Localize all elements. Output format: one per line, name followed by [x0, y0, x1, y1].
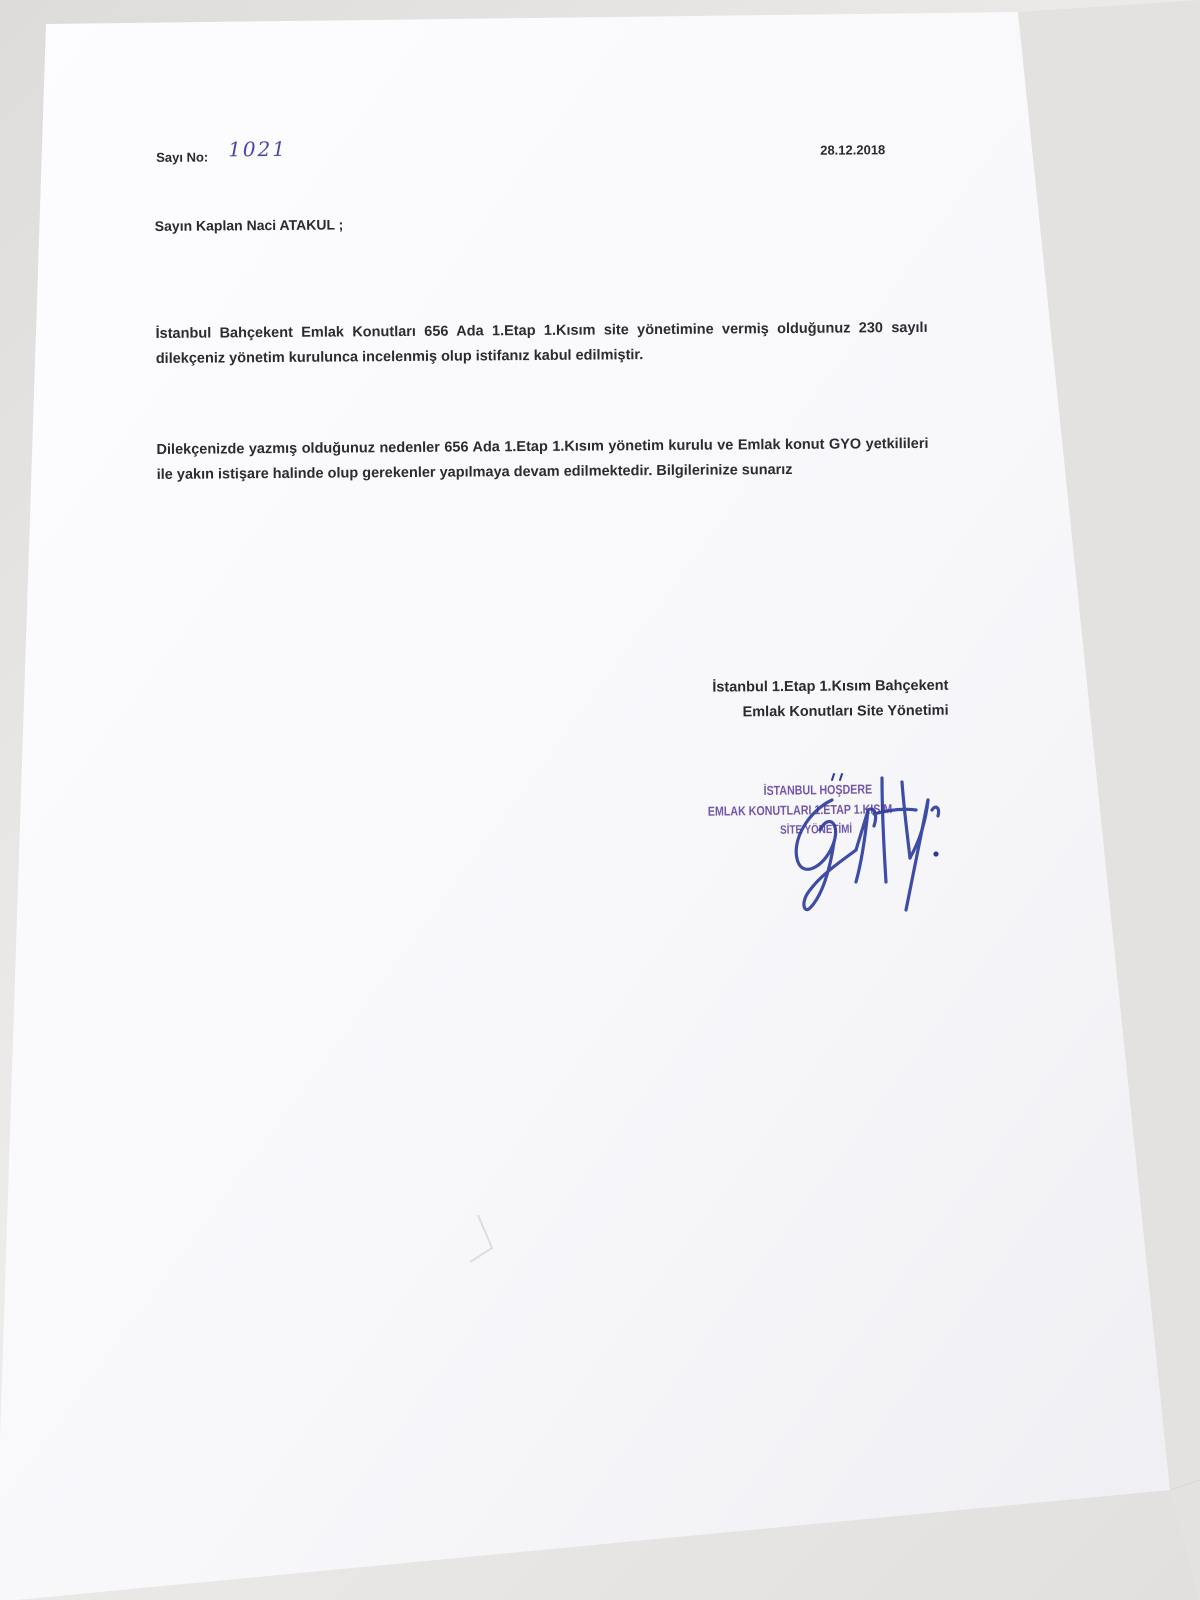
stamp-line-3: SİTE YÖNETİMİ [780, 821, 853, 837]
sender-block [628, 674, 948, 727]
stamp-line-1: İSTANBUL HOŞDERE [763, 781, 873, 798]
reference-number-handwritten: 1021 [228, 136, 288, 162]
salutation: Sayın Kaplan Naci ATAKUL ; [154, 216, 344, 234]
letter-body [148, 124, 949, 721]
paragraph-1: İstanbul Bahçekent Emlak Konutları 656 Ada 1.Etap 1.Kısım site yönetimine vermiş olduğunuz 230 sayılı dilekçeniz yönetim kurulunca incelenmiş olup istifanız kabul edilmiştir. [155, 319, 928, 367]
reference-label: Sayı No: [156, 149, 209, 165]
handwritten-signature [770, 770, 960, 930]
stamp-line-2: EMLAK KONUTLARI 1.ETAP 1.KISIM [707, 801, 893, 819]
letter-header [148, 124, 938, 170]
letter-date: 28.12.2018 [820, 142, 886, 158]
sender-line-1: İstanbul 1.Etap 1.Kısım Bahçekent [712, 677, 949, 696]
paragraph-2: Dilekçenizde yazmış olduğunuz nedenler 656 Ada 1.Etap 1.Kısım yönetim kurulu ve Emlak konut GYO yetkilileri ile yakın istişare halinde olup gerekenler yapılmaya devam edilmektedir. Bilgilerinize sunarız [156, 435, 929, 483]
sender-line-2: Emlak Konutları Site Yönetimi [742, 702, 949, 721]
